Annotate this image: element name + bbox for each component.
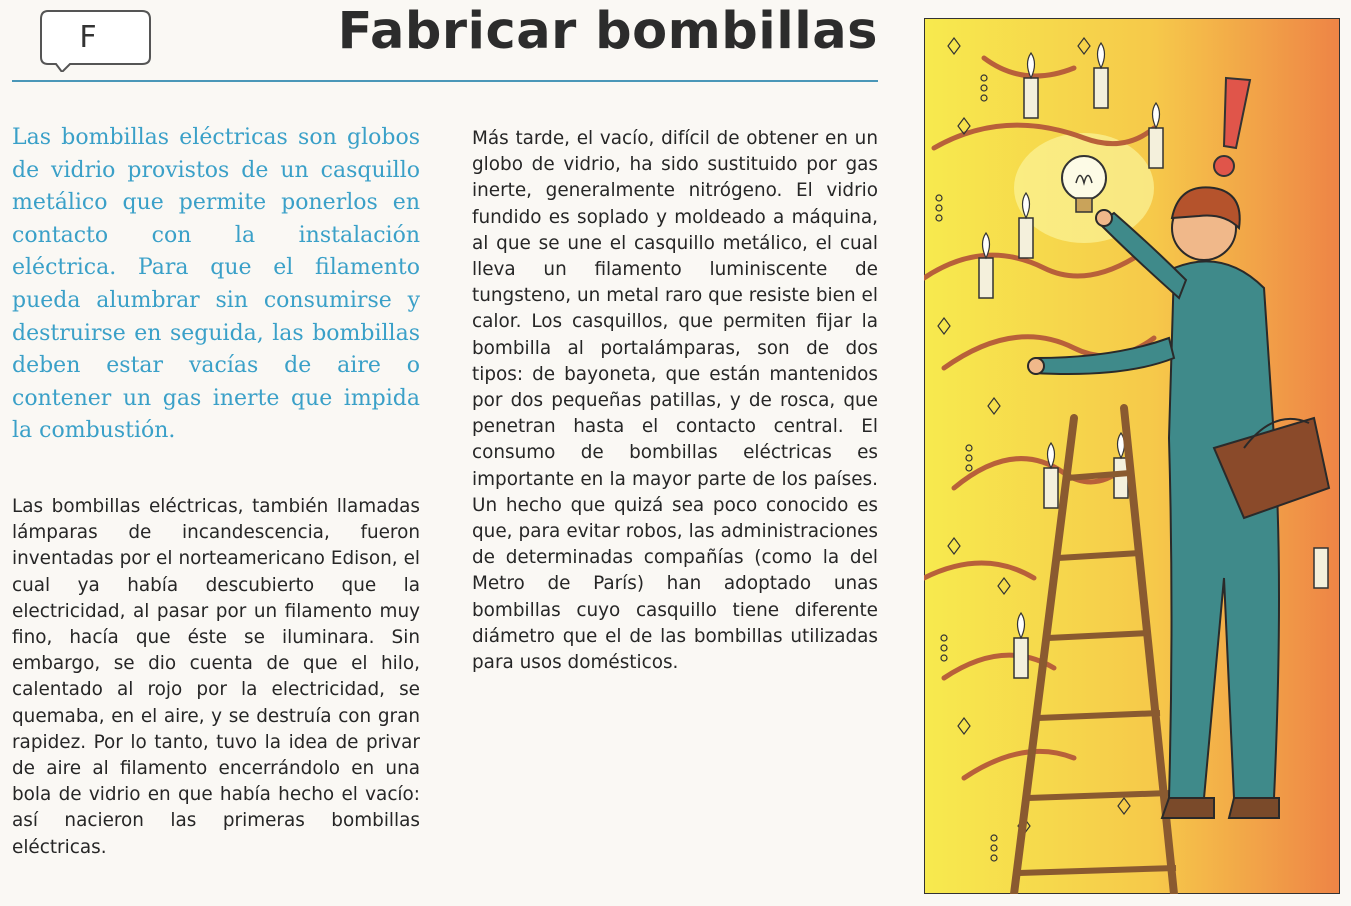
- body-right-column: Más tarde, el vacío, difícil de obtener en un globo de vidrio, ha sido sustituido por gas inerte, generalmente nitrógeno. El vidrio fundido es soplado y moldeado a máquina, al que se une el casquillo metálico, el cual lleva un filamento luminiscente de tungsteno, un metal raro que resiste bien el calor. Los casquillos, que permiten fijar la bombilla al portalámparas, son de dos tipos: de bayoneta, que están mantenidos por dos pequeñas patillas, y de rosca, que penetran hasta el contacto central. El consumo de bombillas eléctricas es importante en la mayor parte de los países. Un hecho que quizá sea poco conocido es que, para evitar robos, las administraciones de determinadas compañías (como la del Metro de París) han adoptado unas bombillas cuyo casquillo tiene diferente diámetro que el de las bombillas utilizadas para usos domésticos.: [472, 128, 878, 674]
- header-divider: [12, 80, 878, 82]
- body-left-column: Las bombillas eléctricas, también llamadas lámparas de incandescencia, fueron inventadas por el norteamericano Edison, el cual ya había descubierto que la electricidad, al pasar por un filamento muy fino, hacía que éste se iluminara. Sin embargo, se dio cuenta de que el hilo, calentado al rojo por la electricidad, se quemaba, en el aire, y se destruía con gran rapidez. Por lo tanto, tuvo la idea de privar de aire al filamento encerrándolo en una bola de vidrio en que había hecho el vacío: así nacieron las primeras bombillas eléctricas.: [12, 496, 420, 858]
- section-badge: [40, 10, 150, 64]
- page-title: Fabricar bombillas: [337, 2, 878, 61]
- badge-letter: F: [79, 20, 97, 55]
- chandelier-electrician-illustration: [924, 18, 1340, 894]
- illustration: [924, 18, 1340, 894]
- intro-paragraph: Las bombillas eléctricas son globos de vidrio provistos de un casquillo metálico que permite ponerlos en contacto con la instalación eléctrica. Para que el filamento pueda alumbrar sin consumirse y destruirse en seguida, las bombillas deben estar vacías de aire o contener un gas inerte que impida la combustión.: [12, 125, 420, 444]
